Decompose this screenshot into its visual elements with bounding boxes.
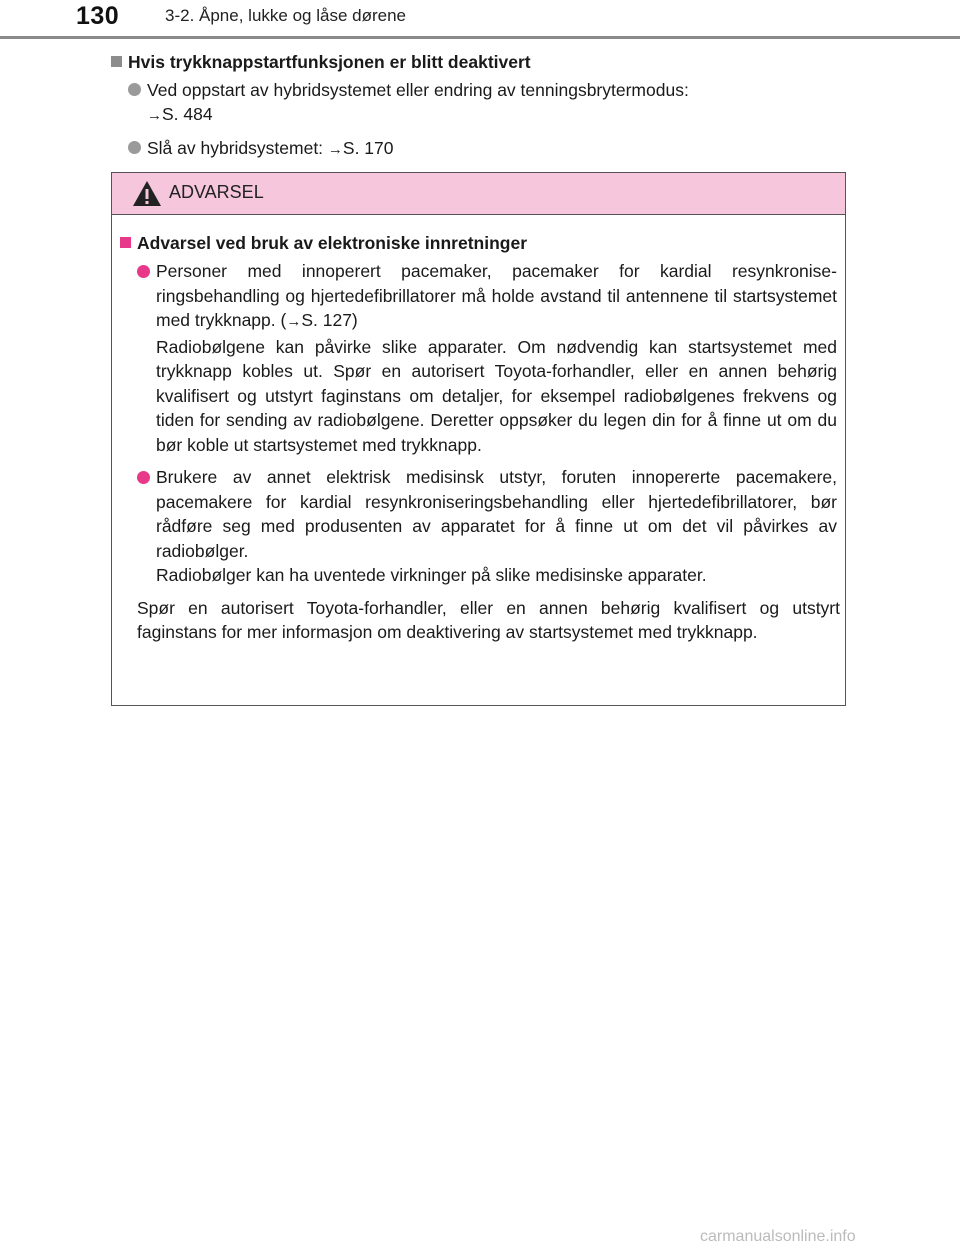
page-number: 130	[76, 2, 120, 30]
arrow-right-icon: →	[327, 141, 343, 158]
list-item: Slå av hybridsystemet: →S. 170	[128, 136, 851, 162]
warning-body	[112, 215, 845, 645]
circle-bullet-icon	[128, 141, 141, 154]
warning-triangle-icon	[132, 180, 162, 207]
list-item: Brukere av annet elektrisk medisinsk utstyr, foruten innopererte pacemakere, pacemakere for kardial resynkroniseringsbehandling eller hjertedefibrillatorer, bør rådføre seg med produsenten av apparatet for å finne ut om det vil påvirkes av radiobølger. Radiobølger kan ha uventede virkninger på slike medisinske apparater.	[137, 465, 837, 588]
watermark: carmanualsonline.info	[700, 1228, 856, 1245]
list-item: Personer med innoperert pacemaker, pacemaker for kardial resynkroniseringsbehandling og hjertedefibrillatorer må holde avstand til antennene til startsystemet med trykknapp. (→S. 127) Radiobølgene kan påvirke slike apparater. Om nødvendig kan startsystemet med trykknapp kobles ut. Spør en autorisert Toyota-forhandler, eller en annen behørig kvalifisert og utstyrt faginstans om detaljer, for eksempel radiobølgenes frekvens og tiden for sending av radiobølgene. Deretter oppsøker du legen din for å finne ut om du bør koble ut startsystemet med trykknapp.	[137, 259, 837, 457]
warning-header	[112, 173, 845, 215]
arrow-right-icon: →	[147, 107, 162, 124]
section-title: 3-2. Åpne, lukke og låse dørene	[165, 6, 406, 25]
warning-box	[111, 172, 846, 706]
page-header	[0, 0, 960, 40]
square-bullet-icon	[120, 237, 131, 248]
page-reference[interactable]: S. 170	[342, 138, 394, 158]
section-heading: Hvis trykknappstartfunksjonen er blitt deaktivert	[111, 50, 851, 74]
circle-bullet-icon	[137, 471, 150, 484]
square-bullet-icon	[111, 56, 122, 67]
page-reference[interactable]: S. 484	[162, 104, 213, 124]
deactivated-section	[111, 50, 851, 162]
warning-footer-text: Spør en autorisert Toyota-forhandler, eller en annen behørig kvalifisert og utstyrt faginstans for mer informasjon om deaktivering av startsystemet med trykknapp.	[137, 597, 840, 642]
circle-bullet-icon	[137, 265, 150, 278]
list-item: Ved oppstart av hybridsystemet eller endring av tenningsbrytermodus: →S. 484	[128, 78, 851, 128]
warning-title: ADVARSEL	[169, 182, 264, 202]
warning-heading: Advarsel ved bruk av elektroniske innretninger	[120, 231, 837, 255]
circle-bullet-icon	[128, 83, 141, 96]
page-reference[interactable]: S. 127)	[301, 310, 358, 330]
header-rule	[0, 36, 960, 39]
arrow-right-icon: →	[286, 313, 302, 330]
